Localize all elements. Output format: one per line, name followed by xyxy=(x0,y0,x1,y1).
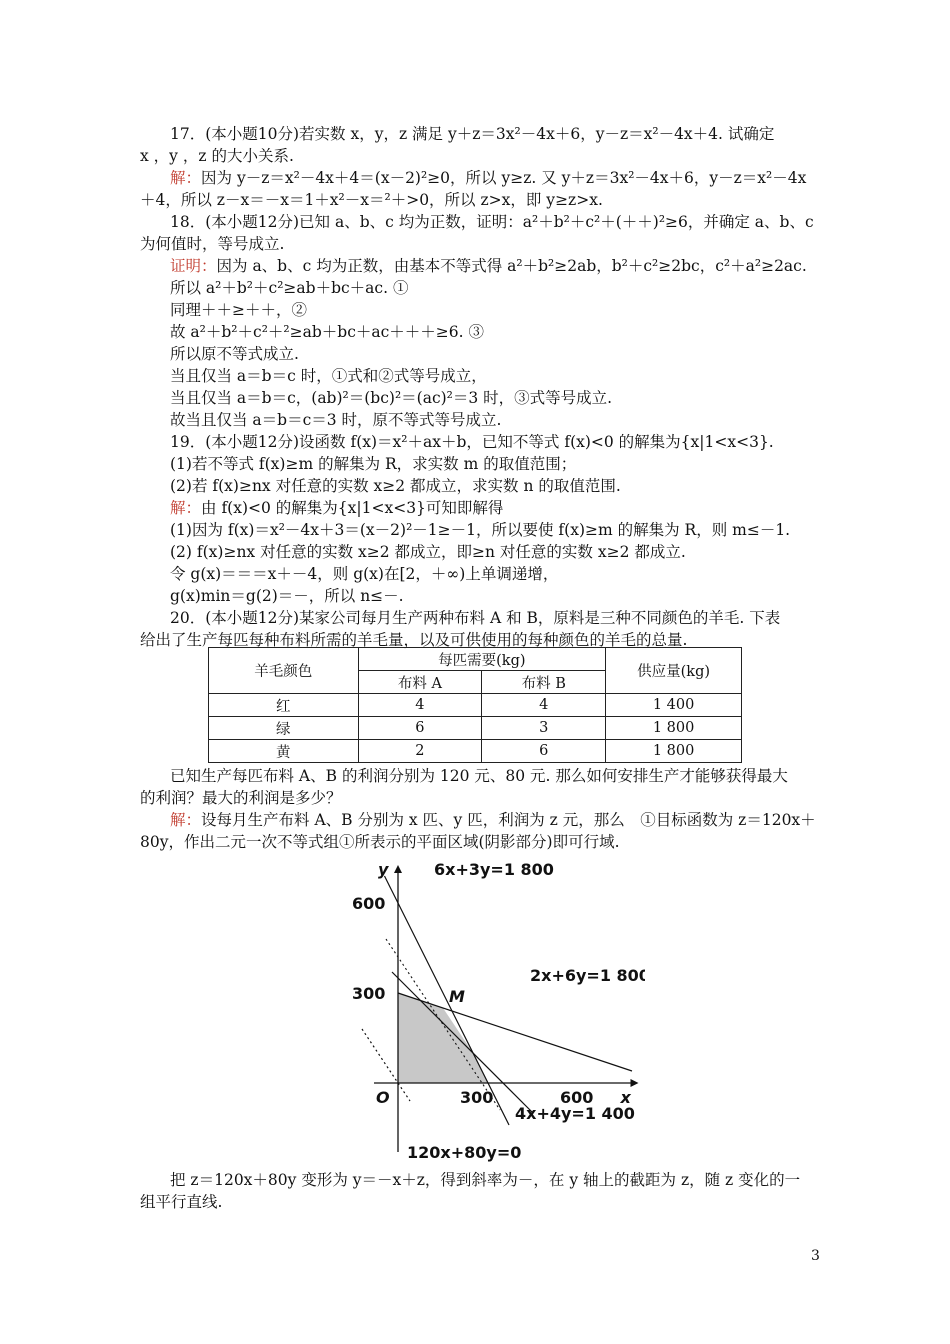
q17-line2: x ，y ，z 的大小关系. xyxy=(140,147,294,165)
line-label-2: 2x+6y=1 800 xyxy=(530,966,645,985)
q19-solution-4: 令 g(x)＝＝＝x＋－4，则 g(x)在[2，＋∞)上单调递增， xyxy=(170,565,559,583)
cell-b: 4 xyxy=(482,694,606,717)
feasible-region xyxy=(398,993,488,1083)
q18-proof-6: 当且仅当 a＝b＝c 时，①式和②式等号成立， xyxy=(170,367,487,385)
page-number: 3 xyxy=(811,1248,820,1264)
q20-solution-text-1: 设每月生产布料 A、B 分别为 x 匹、y 匹，利润为 z 元，那么 ①目标函数为 z＝120x＋ xyxy=(201,811,816,829)
header-supply: 供应量(kg) xyxy=(606,648,742,694)
proof-label: 证明： xyxy=(170,257,217,275)
line-label-4: 120x+80y=0 xyxy=(407,1143,522,1162)
header-fabric-a: 布料 A xyxy=(358,671,482,694)
table-row xyxy=(209,694,742,717)
cell-color: 红 xyxy=(209,694,359,717)
q19-line2: (1)若不等式 f(x)≥m 的解集为 R，求实数 m 的取值范围； xyxy=(170,455,577,473)
table-row xyxy=(209,740,742,763)
table-row xyxy=(209,648,742,671)
cell-b: 6 xyxy=(482,740,606,763)
q18-proof-4: 故 a²＋b²＋c²＋²≥ab＋bc＋ac＋＋＋≥6. ③ xyxy=(170,323,485,341)
line-label-3: 4x+4y=1 400 xyxy=(515,1104,635,1123)
cell-supply: 1 400 xyxy=(606,694,742,717)
cell-b: 3 xyxy=(482,717,606,740)
table-row xyxy=(209,717,742,740)
q20-line1: 20．(本小题12分)某家公司每月生产两种布料 A 和 B，原料是三种不同颜色的羊毛. 下表 xyxy=(170,609,781,627)
q19-solution-2: (1)因为 f(x)＝x²－4x＋3＝(x－2)²－1≥－1，所以要使 f(x)≥m 的解集为 R，则 m≤－1. xyxy=(170,521,791,539)
y-axis-label: y xyxy=(378,860,389,879)
cell-color: 黄 xyxy=(209,740,359,763)
origin-label: O xyxy=(376,1088,390,1107)
q18-proof-1 xyxy=(170,256,807,277)
cell-supply: 1 800 xyxy=(606,717,742,740)
header-need: 每匹需要(kg) xyxy=(358,648,606,671)
q17-line1: 17．(本小题10分)若实数 x，y，z 满足 y＋z＝3x²－4x＋6，y－z＝x²－4x＋4. 试确定 xyxy=(170,125,775,143)
q19-solution-1 xyxy=(170,498,503,519)
q19-solution-text-1: 由 f(x)<0 的解集为{x|1<x<3}可知即解得 xyxy=(201,499,504,517)
header-fabric-b: 布料 B xyxy=(482,671,606,694)
y-axis-arrow xyxy=(394,865,402,873)
q19-line1: 19．(本小题12分)设函数 f(x)＝x²＋ax＋b，已知不等式 f(x)<0 的解集为{x|1<x<3}. xyxy=(170,433,774,451)
q18-line2: 为何值时，等号成立. xyxy=(140,235,285,253)
q18-proof-2: 所以 a²＋b²＋c²≥ab＋bc＋ac. ① xyxy=(170,279,409,297)
cell-color: 绿 xyxy=(209,717,359,740)
q18-proof-3: 同理＋＋≥＋＋，② xyxy=(170,301,307,319)
q17-solution-2: ＋4，所以 z－x＝－x＝1＋x²－x＝²＋>0，所以 z>x，即 y≥z>x. xyxy=(140,191,603,209)
x-axis-label: x xyxy=(620,1088,631,1107)
q20-solution-2: 80y，作出二元一次不等式组①所表示的平面区域(阴影部分)即可行域. xyxy=(140,833,620,851)
solution-label: 解： xyxy=(170,499,202,517)
line-label-1: 6x+3y=1 800 xyxy=(434,860,554,879)
q18-proof-7: 当且仅当 a＝b＝c，(ab)²＝(bc)²＝(ac)²＝3 时，③式等号成立. xyxy=(170,389,613,407)
q20-solution-1 xyxy=(170,810,816,831)
cell-supply: 1 800 xyxy=(606,740,742,763)
point-M-label: M xyxy=(449,987,465,1006)
q20-final-1: 把 z＝120x＋80y 变形为 y＝－x＋z，得到斜率为－，在 y 轴上的截距为 z，随 z 变化的一 xyxy=(170,1171,801,1189)
q19-line3: (2)若 f(x)≥nx 对任意的实数 x≥2 都成立，求实数 n 的取值范围. xyxy=(170,477,621,495)
q20-final-2: 组平行直线. xyxy=(140,1193,223,1211)
q19-solution-3: (2) f(x)≥nx 对任意的实数 x≥2 都成立，即≥n 对任意的实数 x≥2 都成立. xyxy=(170,543,686,561)
chart-svg xyxy=(335,858,645,1168)
header-color: 羊毛颜色 xyxy=(209,648,359,694)
cell-a: 6 xyxy=(358,717,482,740)
feasible-region-chart xyxy=(335,858,645,1168)
x-tick-label-300: 300 xyxy=(460,1088,494,1107)
q20-line2: 给出了生产每匹每种布料所需的羊毛量，以及可供使用的每种颜色的羊毛的总量. xyxy=(140,631,688,649)
q17-solution-text-1: 因为 y－z＝x²－4x＋4＝(x－2)²≥0，所以 y≥z. 又 y＋z＝3x²－4x＋6，y－z＝x²－4x xyxy=(201,169,807,187)
q19-solution-5: g(x)min＝g(2)＝－，所以 n≤－. xyxy=(170,587,404,605)
solution-label: 解： xyxy=(170,811,202,829)
solution-label: 解： xyxy=(170,169,202,187)
q17-solution-1 xyxy=(170,168,806,189)
q18-proof-text-1: 因为 a、b、c 均为正数，由基本不等式得 a²＋b²≥2ab，b²＋c²≥2bc，c²＋a²≥2ac. xyxy=(216,257,807,275)
q20-after-2: 的利润？最大的利润是多少？ xyxy=(140,789,342,807)
q18-proof-5: 所以原不等式成立. xyxy=(170,345,299,363)
q20-after-1: 已知生产每匹布料 A、B 的利润分别为 120 元、80 元. 那么如何安排生产才能够获得最大 xyxy=(170,767,788,785)
q18-line1: 18．(本小题12分)已知 a、b、c 均为正数，证明：a²＋b²＋c²＋(＋＋)²≥6，并确定 a、b、c xyxy=(170,213,814,231)
x-tick-label-600: 600 xyxy=(560,1088,594,1107)
y-tick-label-300: 300 xyxy=(352,984,386,1003)
x-axis-arrow xyxy=(631,1079,639,1087)
y-tick-label-600: 600 xyxy=(352,894,386,913)
q18-proof-8: 故当且仅当 a＝b＝c＝3 时，原不等式等号成立. xyxy=(170,411,502,429)
cell-a: 2 xyxy=(358,740,482,763)
cell-a: 4 xyxy=(358,694,482,717)
wool-table xyxy=(208,647,742,763)
